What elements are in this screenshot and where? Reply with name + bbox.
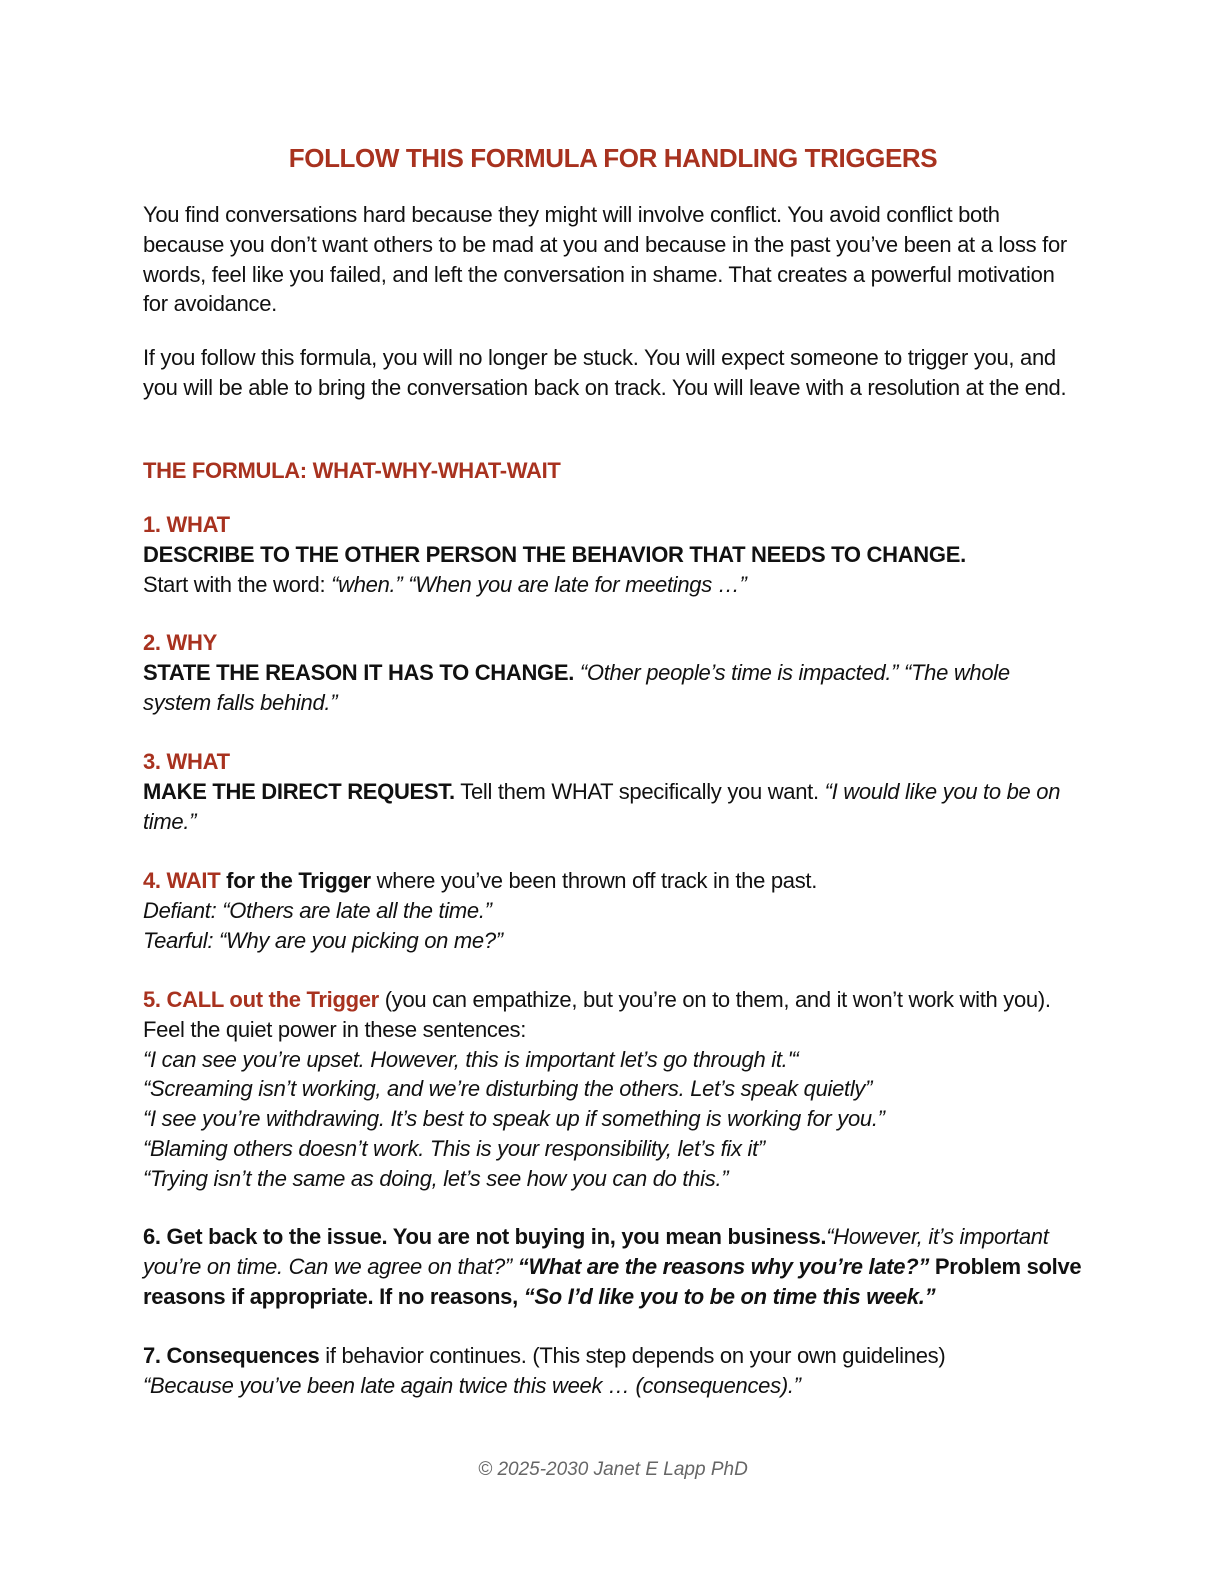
- step-1-example: “when.” “When you are late for meetings …”: [331, 571, 747, 597]
- intro-paragraph-1: You find conversations hard because they might will involve conflict. You avoid conflict both because you don’t want others to be mad at you and because in the past you’ve been at a loss for words, feel like you failed, and left the conversation in shame. That creates a powerful motivation for avoidance.: [143, 202, 1067, 317]
- step-2-example: “Other people’s time is impacted.” “The whole system falls behind.”: [143, 659, 1010, 715]
- copyright-footer: © 2025-2030 Janet E Lapp PhD: [478, 1459, 748, 1480]
- step-4-example: Defiant: “Others are late all the time.”: [143, 897, 492, 923]
- step-4-number: 4. WAIT: [143, 868, 221, 893]
- step-1-example-line: [143, 570, 1083, 600]
- step-5: [143, 985, 1083, 1194]
- step-6-request: “So I’d like you to be on time this week.”: [523, 1283, 936, 1309]
- step-7: [143, 1341, 1083, 1401]
- step-1-instruction: DESCRIBE TO THE OTHER PERSON THE BEHAVIOR THAT NEEDS TO CHANGE.: [143, 541, 966, 567]
- step-3-body: [143, 779, 1060, 834]
- step-6-example: “However, it’s important you’re on time. Can we agree on that?”: [143, 1224, 1049, 1279]
- step-1: [143, 510, 1083, 599]
- step-5-example: “Screaming isn’t working, and we’re disturbing the others. Let’s speak quietly”: [143, 1076, 873, 1102]
- step-4-example: Tearful: “Why are you picking on me?”: [143, 927, 503, 953]
- step-6-instruction: 6. Get back to the issue. You are not buying in, you mean business.: [143, 1224, 827, 1249]
- step-4-text: where you’ve been thrown off track in the past.: [370, 868, 818, 893]
- step-4-instruction: for the Trigger: [220, 868, 371, 893]
- step-5-lead: [143, 985, 1083, 1045]
- step-3: [143, 747, 1083, 836]
- step-7-example: “Because you’ve been late again twice this week … (consequences).”: [143, 1372, 801, 1398]
- step-7-heading: 7. Consequences: [143, 1343, 320, 1368]
- step-4-lead: [143, 866, 1083, 896]
- step-1-heading: 1. WHAT: [143, 512, 230, 537]
- step-6: [143, 1222, 1083, 1311]
- step-2-body: [143, 660, 1010, 715]
- step-3-example: “I would like you to be on time.”: [143, 778, 1061, 834]
- step-7-text: if behavior continues. (This step depends on your own guidelines): [319, 1343, 946, 1368]
- step-2: [143, 628, 1083, 717]
- step-3-instruction: MAKE THE DIRECT REQUEST.: [143, 778, 455, 804]
- step-3-heading: 3. WHAT: [143, 749, 230, 774]
- step-7-lead: [143, 1341, 1083, 1371]
- step-2-instruction: STATE THE REASON IT HAS TO CHANGE.: [143, 659, 575, 685]
- step-1-text: Start with the word:: [143, 571, 332, 597]
- page-title: FOLLOW THIS FORMULA FOR HANDLING TRIGGERS: [288, 143, 938, 173]
- step-6-question: “What are the reasons why you’re late?”: [517, 1253, 930, 1279]
- step-2-heading: 2. WHY: [143, 630, 217, 655]
- step-5-example: “I see you’re withdrawing. It’s best to speak up if something is working for you.”: [143, 1106, 885, 1132]
- step-4: [143, 866, 1083, 955]
- step-5-example: “Trying isn’t the same as doing, let’s see how you can do this.”: [143, 1165, 729, 1191]
- step-6-problem-solve: Problem solve reasons if appropriate. If no reasons,: [143, 1253, 1082, 1309]
- step-5-text: (you can empathize, but you’re on to them, and it won’t work with you). Feel the quiet power in these sentences:: [143, 987, 1051, 1042]
- step-5-number: 5. CALL out the Trigger: [143, 987, 379, 1012]
- formula-heading: THE FORMULA: WHAT-WHY-WHAT-WAIT: [143, 458, 561, 483]
- intro-paragraph-2: If you follow this formula, you will no longer be stuck. You will expect someone to trigger you, and you will be able to bring the conversation back on track. You will leave with a resolution at the end.: [143, 345, 1067, 400]
- step-3-text: Tell them WHAT specifically you want.: [454, 778, 825, 804]
- step-5-example: “I can see you’re upset. However, this is important let’s go through it.'“: [143, 1046, 799, 1072]
- step-5-example: “Blaming others doesn’t work. This is your responsibility, let’s fix it”: [143, 1135, 765, 1161]
